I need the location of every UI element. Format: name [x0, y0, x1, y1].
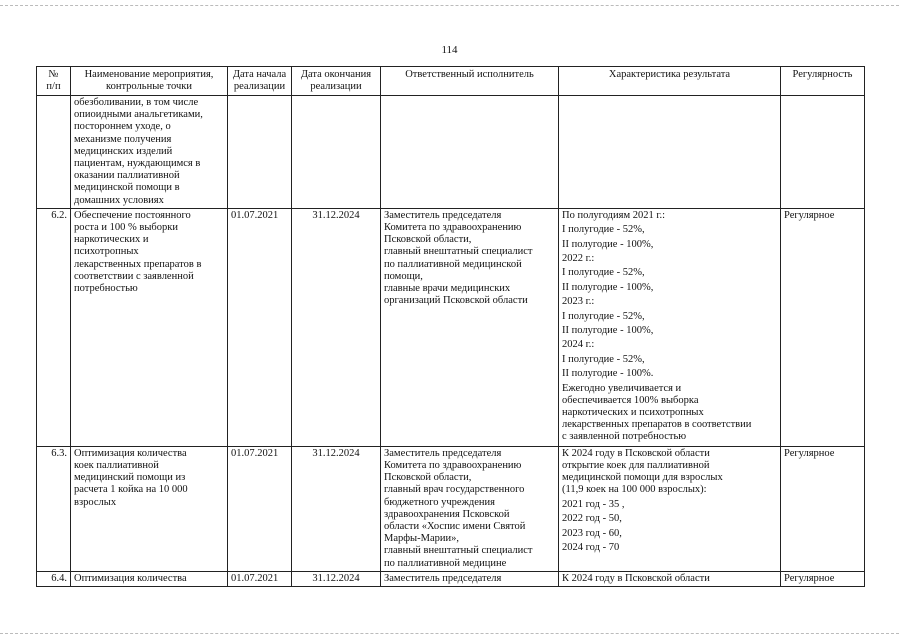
table-row	[37, 571, 865, 586]
row-result: К 2024 году в Псковской области открытие коек для паллиативной медицинской помощи для взрослых (11,9 коек на 100 000 взрослых): 2021 год - 35 , 2022 год - 50, 2023 год - 60, 2024 год - 70	[559, 446, 781, 571]
row-start-date: 01.07.2021	[228, 446, 292, 571]
row-regularity: Регулярное	[781, 571, 865, 586]
row-end-date: 31.12.2024	[292, 571, 381, 586]
row-result: К 2024 году в Псковской области	[559, 571, 781, 586]
row-regularity	[781, 96, 865, 209]
table-row	[37, 96, 865, 209]
row-start-date	[228, 96, 292, 209]
header-regularity: Регулярность	[781, 67, 865, 96]
row-responsible	[381, 96, 559, 209]
table-row	[37, 446, 865, 571]
plan-table	[36, 66, 865, 587]
row-responsible: Заместитель председателя Комитета по здравоохранению Псковской области, главный врач государственного бюджетного учреждения здравоохранения Псковской области «Хоспис имени Святой Марфы-Марии», главный внештатный специалист по паллиативной медицине	[381, 446, 559, 571]
row-regularity: Регулярное	[781, 446, 865, 571]
row-responsible: Заместитель председателя	[381, 571, 559, 586]
row-name: Обеспечение постоянного роста и 100 % выборки наркотических и психотропных лекарственных препаратов в соответствии с заявленной потребностью	[71, 208, 228, 446]
row-num: 6.3.	[37, 446, 71, 571]
row-end-date	[292, 96, 381, 209]
header-name: Наименование мероприятия, контрольные точки	[71, 67, 228, 96]
row-result: По полугодиям 2021 г.: I полугодие - 52%, II полугодие - 100%, 2022 г.: I полугодие - 52%, II полугодие - 100%, 2023 г.: I полугодие - 52%, II полугодие - 100%, 2024 г.: I полугодие - 52%, II полугодие - 100%. Ежегодно увеличивается и обеспечивается 100% выборка наркотических и психотропных лекарственных препаратов в соответствии с заявленной потребностью	[559, 208, 781, 446]
row-num: 6.2.	[37, 208, 71, 446]
page-number: 114	[441, 44, 458, 56]
row-regularity: Регулярное	[781, 208, 865, 446]
row-num: 6.4.	[37, 571, 71, 586]
row-name: Оптимизация количества коек паллиативной медицинский помощи из расчета 1 койка на 10 000 взрослых	[71, 446, 228, 571]
table-row	[37, 208, 865, 446]
row-end-date: 31.12.2024	[292, 208, 381, 446]
row-name: обезболивании, в том числе опиоидными анальгетиками, постороннем уходе, о механизме получения медицинских изделий пациентам, нуждающимся в оказании паллиативной медицинской помощи в домашних условиях	[71, 96, 228, 209]
header-start-date: Дата начала реализации	[228, 67, 292, 96]
header-end-date: Дата окончания реализации	[292, 67, 381, 96]
row-responsible: Заместитель председателя Комитета по здравоохранению Псковской области, главный внештатный специалист по паллиативной медицинской помощи, главные врачи медицинских организаций Псковской области	[381, 208, 559, 446]
table-header-row	[37, 67, 865, 96]
row-num	[37, 96, 71, 209]
row-result	[559, 96, 781, 209]
row-start-date: 01.07.2021	[228, 571, 292, 586]
header-result: Характеристика результата	[559, 67, 781, 96]
row-end-date: 31.12.2024	[292, 446, 381, 571]
header-num: № п/п	[37, 67, 71, 96]
row-name: Оптимизация количества	[71, 571, 228, 586]
header-responsible: Ответственный исполнитель	[381, 67, 559, 96]
scan-edge-top	[0, 5, 899, 6]
row-start-date: 01.07.2021	[228, 208, 292, 446]
scan-edge-bottom	[0, 633, 899, 634]
